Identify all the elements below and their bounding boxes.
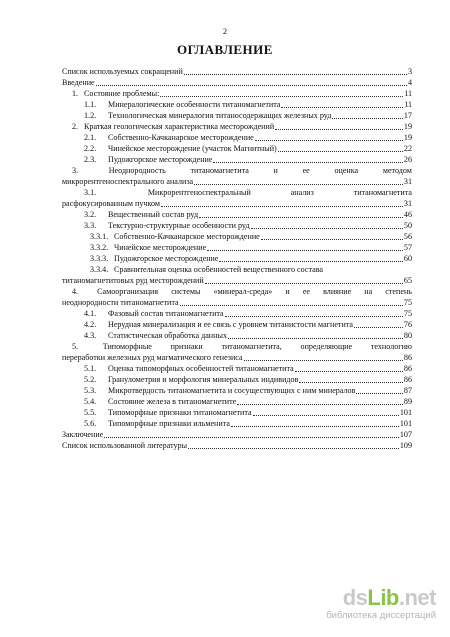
toc-dot-leader xyxy=(104,436,399,438)
toc-entry-title: Вещественный состав руд xyxy=(108,210,199,219)
toc-dot-leader xyxy=(244,359,403,361)
toc-entry xyxy=(62,407,412,418)
toc-entry xyxy=(62,209,412,220)
toc-entry-title: Статистическая обработка данных xyxy=(108,331,227,340)
toc-entry-number: 3.3.2. xyxy=(90,243,109,252)
toc-dot-leader xyxy=(188,447,399,449)
toc-entry xyxy=(62,385,412,396)
toc-entry-page: 4 xyxy=(407,78,412,87)
toc-dot-leader xyxy=(228,337,403,339)
toc-entry-number: 2.2. xyxy=(84,144,97,153)
toc-entry-number: 4.1. xyxy=(84,309,97,318)
toc-entry-number: 2.1. xyxy=(84,133,97,142)
toc-entry-number: 2.3. xyxy=(84,155,97,164)
toc-entry-number: 1.1. xyxy=(84,100,97,109)
toc-dot-leader xyxy=(184,73,407,75)
toc-dot-leader xyxy=(332,117,402,119)
toc-entry-word: титаномагнетита xyxy=(190,166,249,175)
toc-entry-title: Минералогические особенности титаномагнетита xyxy=(108,100,281,109)
toc-entry-title: переработки железных руд магматического генезиса xyxy=(62,353,243,362)
toc-entry xyxy=(62,132,412,143)
toc-entry-number: 5.5. xyxy=(84,408,97,417)
toc-entry-word: и xyxy=(273,166,278,175)
toc-entry xyxy=(62,264,412,286)
toc-entry-title: микрорентгеноспектрального анализа xyxy=(62,177,194,186)
toc-dot-leader xyxy=(161,205,403,207)
toc-entry xyxy=(62,429,412,440)
toc-entry-word: Типоморфные xyxy=(102,342,152,351)
toc-entry xyxy=(62,242,412,253)
toc-entry-title: неоднородности титаномагнетита xyxy=(62,298,179,307)
toc-entry-word: Неоднородность xyxy=(108,166,166,175)
toc-entry-page: 11 xyxy=(404,100,412,109)
toc-entry xyxy=(62,330,412,341)
toc-entry-title: Типоморфные признаки титаномагнетита xyxy=(108,408,252,417)
toc-entry-title: Микротвердость титаномагнетита и сосуществующих с ним минералов xyxy=(108,386,356,395)
toc-entry-number: 5.4. xyxy=(84,397,97,406)
toc-entry-page: 80 xyxy=(403,331,412,340)
dslib-logo xyxy=(326,587,436,609)
toc-entry-title: Чинейское месторождение (участок Магнитный) xyxy=(108,144,277,153)
toc-dot-leader xyxy=(96,84,407,86)
logo-ds-text: ds xyxy=(342,585,368,610)
toc-entry-title: Фазовый состав титаномагнетита xyxy=(108,309,224,318)
toc-entry xyxy=(62,66,412,77)
toc-dot-leader xyxy=(207,249,403,251)
toc-dot-leader xyxy=(295,370,403,372)
toc-entry-title: Оценка типоморфных особенностей титаномагнетита xyxy=(108,364,294,373)
toc-entry xyxy=(62,77,412,88)
toc-entry-page: 19 xyxy=(403,133,412,142)
toc-entry-title: Нерудная минерализация и ее связь с уровнем титанистости магнетита xyxy=(108,320,354,329)
toc-entry-number: 4. xyxy=(72,287,79,296)
toc-entry xyxy=(62,341,412,363)
toc-entry-word: анализ xyxy=(290,188,314,197)
toc-entry-number: 3.3.3. xyxy=(90,254,109,263)
toc-entry-number: 5. xyxy=(72,342,79,351)
toc-entry xyxy=(62,374,412,385)
toc-entry-title: расфокусированным пучком xyxy=(62,199,161,208)
toc-entry-word: системы xyxy=(171,287,201,296)
toc-entry-page: 86 xyxy=(403,375,412,384)
toc-entry-title: Состояние проблемы: xyxy=(84,89,160,98)
toc-entry-page: 50 xyxy=(403,221,412,230)
toc-entry-word: признаки xyxy=(170,342,203,351)
toc-entry-number: 1. xyxy=(72,89,79,98)
toc-entry xyxy=(62,187,412,209)
toc-entry-page: 3 xyxy=(407,67,412,76)
toc-dot-leader xyxy=(213,161,402,163)
toc-entry-page: 101 xyxy=(399,419,412,428)
toc-entry-page: 65 xyxy=(403,276,412,285)
toc-entry-page: 60 xyxy=(403,254,412,263)
toc-entry-title: Пудожгорское месторождение xyxy=(114,254,219,263)
toc-dot-leader xyxy=(237,403,403,405)
toc-entry xyxy=(62,363,412,374)
toc-entry-number: 2. xyxy=(72,122,79,131)
toc-dot-leader xyxy=(251,227,403,229)
toc-entry xyxy=(62,418,412,429)
toc-entry-number: 3.3.1. xyxy=(90,232,109,241)
toc-entry-title: Заключение xyxy=(62,430,104,439)
toc-entry xyxy=(62,99,412,110)
toc-dot-leader xyxy=(278,150,403,152)
toc-entry-page: 75 xyxy=(403,309,412,318)
toc-entry-number: 3.1. xyxy=(84,188,97,197)
page-number: 2 xyxy=(222,26,228,36)
toc-dot-leader xyxy=(225,315,403,317)
toc-entry-word: методом xyxy=(382,166,412,175)
toc-entry-title: Чинейское месторождение xyxy=(114,243,207,252)
toc-entry-word: титаномагнетита xyxy=(353,188,412,197)
toc-entry-page: 31 xyxy=(403,177,412,186)
toc-entry-number: 4.3. xyxy=(84,331,97,340)
toc-dot-leader xyxy=(299,381,403,383)
toc-dot-leader xyxy=(199,216,403,218)
toc-entry-number: 3.2. xyxy=(84,210,97,219)
toc-entry-word: определяющие xyxy=(300,342,353,351)
toc-entry xyxy=(62,440,412,451)
toc-entry xyxy=(62,110,412,121)
toc-entry-word: и xyxy=(285,287,290,296)
toc-entry-number: 4.2. xyxy=(84,320,97,329)
toc-entry-page: 86 xyxy=(403,364,412,373)
toc-dot-leader xyxy=(261,238,403,240)
page-title: ОГЛАВЛЕНИЕ xyxy=(177,42,273,57)
toc-entry-page: 87 xyxy=(403,386,412,395)
toc-entry-title: Краткая геологическая характеристика месторождений xyxy=(84,122,275,131)
toc-entry-page: 89 xyxy=(403,397,412,406)
toc-dot-leader xyxy=(205,282,403,284)
toc-entry-page: 109 xyxy=(399,441,412,450)
toc-entry-number: 1.2. xyxy=(84,111,97,120)
toc-entry xyxy=(62,396,412,407)
logo-net-text: .net xyxy=(398,585,436,610)
toc-dot-leader xyxy=(231,425,399,427)
toc-entry-title: Собственно-Качканарское месторождение xyxy=(108,133,254,142)
toc-entry xyxy=(62,253,412,264)
toc-dot-leader xyxy=(253,414,399,416)
toc-entry-word: на xyxy=(364,287,373,296)
toc-entry-number: 5.2. xyxy=(84,375,97,384)
toc-entry-word: Микрорентгеноспектральный xyxy=(147,188,251,197)
toc-entry-number: 5.1. xyxy=(84,364,97,373)
toc-entry xyxy=(62,143,412,154)
toc-entry-number: 5.6. xyxy=(84,419,97,428)
toc-entry xyxy=(62,220,412,231)
toc-entry-title: Список используемых сокращений xyxy=(62,67,183,76)
toc-entry-word: технологию xyxy=(370,342,412,351)
logo-lib-text: Lib xyxy=(367,585,399,610)
toc-entry-page: 19 xyxy=(403,122,412,131)
toc-entry-title: Сравнительная оценка особенностей вещественного состава xyxy=(114,265,324,274)
toc-entry-number: 3. xyxy=(72,166,79,175)
table-of-contents xyxy=(62,66,412,451)
toc-entry-title: Состояние железа в титаномагнетите xyxy=(108,397,237,406)
toc-dot-leader xyxy=(356,392,402,394)
toc-entry-page: 31 xyxy=(403,199,412,208)
toc-entry-word: Самоорганизация xyxy=(97,287,159,296)
toc-entry-page: 101 xyxy=(399,408,412,417)
toc-entry-title-continued: титаномагнетитовых руд месторождений xyxy=(62,276,204,285)
toc-entry-word: оценка xyxy=(334,166,359,175)
toc-entry-page: 22 xyxy=(403,144,412,153)
toc-dot-leader xyxy=(281,106,403,108)
toc-entry xyxy=(62,165,412,187)
toc-entry-number: 5.3. xyxy=(84,386,97,395)
toc-entry-page: 56 xyxy=(403,232,412,241)
toc-dot-leader xyxy=(275,128,403,130)
toc-entry-title: Список использованной литературы xyxy=(62,441,188,450)
toc-entry-page: 86 xyxy=(403,353,412,362)
toc-entry-title: Технологическая минералогия титаносодержащих железных руд xyxy=(108,111,332,120)
toc-entry-word: влияние xyxy=(323,287,352,296)
toc-entry-page: 57 xyxy=(403,243,412,252)
toc-entry-page: 46 xyxy=(403,210,412,219)
toc-entry xyxy=(62,231,412,242)
toc-dot-leader xyxy=(180,304,403,306)
toc-entry-number: 3.3.4. xyxy=(90,265,109,274)
toc-entry-word: ее xyxy=(302,287,310,296)
toc-entry-word: ее xyxy=(302,166,310,175)
toc-entry-title: Собственно-Качканарское месторождение xyxy=(114,232,260,241)
toc-entry-title: Введение xyxy=(62,78,95,87)
toc-entry-title: Типоморфные признаки ильменита xyxy=(108,419,230,428)
toc-entry-title: Текстурно-структурные особенности руд xyxy=(108,221,250,230)
toc-entry-word: «минерал-среда» xyxy=(213,287,273,296)
toc-entry-page: 26 xyxy=(403,155,412,164)
toc-entry-title: Пудожгорское месторождение xyxy=(108,155,213,164)
toc-entry-page: 75 xyxy=(403,298,412,307)
toc-entry xyxy=(62,308,412,319)
toc-dot-leader xyxy=(219,260,402,262)
watermark-subtitle: библиотека диссертаций xyxy=(326,610,436,621)
toc-entry-page: 107 xyxy=(399,430,412,439)
toc-entry xyxy=(62,319,412,330)
toc-entry xyxy=(62,154,412,165)
toc-entry xyxy=(62,88,412,99)
toc-dot-leader xyxy=(255,139,403,141)
toc-dot-leader xyxy=(194,183,403,185)
toc-dot-leader xyxy=(354,326,403,328)
toc-entry-page: 11 xyxy=(404,89,412,98)
toc-entry-word: степень xyxy=(385,287,412,296)
toc-entry-page: 17 xyxy=(403,111,412,120)
toc-entry-title: Гранулометрия и морфология минеральных индивидов xyxy=(108,375,299,384)
toc-dot-leader xyxy=(160,95,403,97)
toc-entry-page: 76 xyxy=(403,320,412,329)
toc-entry xyxy=(62,286,412,308)
toc-entry-number: 3.3. xyxy=(84,221,97,230)
watermark xyxy=(326,587,436,621)
toc-entry-word: титаномагнетита, xyxy=(221,342,282,351)
toc-entry xyxy=(62,121,412,132)
